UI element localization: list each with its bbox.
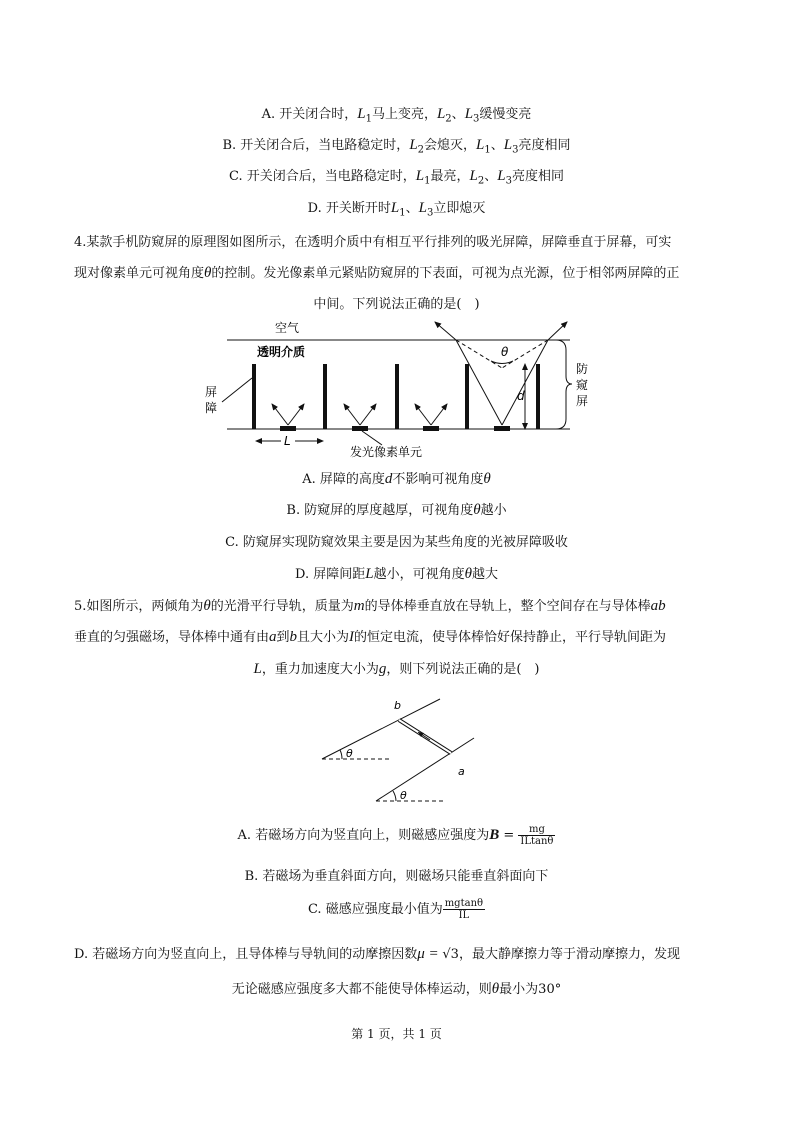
label-b: b (394, 699, 401, 712)
q4-stem-line-2: 现对像素单元可视角度θ的控制。发光像素单元紧贴防窥屏的下表面，可视为点光源，位于相邻两屏障的正 (74, 265, 680, 281)
q5-option-a: A. 若磁场方向为竖直向上，则磁感应强度为B = $\frac{mg}{ILtan\theta}$ (237, 824, 554, 847)
label-air: 空气 (275, 321, 300, 335)
q5-stem-line-1: 5.如图所示，两倾角为θ的光滑平行导轨，质量为m的导体棒垂直放在导轨上，整个空间存在与导体棒ab (74, 598, 666, 614)
label-screen-2: 窥 (576, 378, 589, 392)
label-screen-3: 屏 (576, 394, 589, 408)
q5-option-d-line-2: 无论磁感应强度多大都不能使导体棒运动，则θ最小为30° (231, 981, 562, 997)
barrier (252, 364, 256, 429)
q5-inclined-rails-diagram (318, 693, 478, 808)
label-barrier-2: 障 (205, 401, 218, 415)
upper-rail (322, 699, 440, 759)
label-screen-1: 防 (576, 362, 589, 376)
q3-option-c: C. 开关闭合后，当电路稳定时，$L_1$最亮，$L_2$、$L_3$亮度相同 (229, 168, 564, 187)
pixel (352, 426, 368, 431)
q3-option-a: A. 开关闭合时，$L_1$马上变亮，$L_2$、$L_3$缓慢变亮 (261, 106, 532, 125)
label-theta-lower: θ (400, 789, 407, 802)
label-theta-upper: θ (346, 747, 353, 760)
fraction: $\frac{mgtan\theta}{IL}$ (444, 898, 484, 921)
q5-stem-line-2: 垂直的匀强磁场，导体棒中通有由a到b且大小为I的恒定电流，使导体棒恰好保持静止，平行导轨间距为 (74, 629, 667, 645)
barrier (465, 364, 469, 429)
label-d: d (517, 389, 525, 403)
q5-option-c: C. 磁感应强度最小值为 $\frac{mgtan\theta}{IL}$ (307, 898, 484, 921)
pixel (423, 426, 439, 431)
q4-option-a: A. 屏障的高度d不影响可视角度θ (302, 471, 491, 487)
barrier (395, 364, 399, 429)
q5-option-b: B. 若磁场为垂直斜面方向，则磁场只能垂直斜面向下 (244, 869, 549, 884)
pixel (280, 426, 296, 431)
q4-option-b: B. 防窥屏的厚度越厚，可视角度θ越小 (286, 502, 507, 518)
barrier (323, 364, 327, 429)
q4-option-d: D. 屏障间距L越小，可视角度θ越大 (295, 566, 498, 582)
label-theta: θ (501, 345, 509, 359)
q3-option-d: D. 开关断开时$L_1$、$L_3$立即熄灭 (307, 200, 486, 219)
q4-privacy-screen-diagram (195, 318, 600, 463)
label-barrier-1: 屏 (205, 385, 218, 399)
pixel (494, 426, 510, 431)
q5-option-d-line-1: D. 若磁场方向为竖直向上，且导体棒与导轨间的动摩擦因数μ = √3，最大静摩擦力等于滑动摩擦力，发现 (74, 946, 680, 962)
q4-option-c: C. 防窥屏实现防窥效果主要是因为某些角度的光被屏障吸收 (225, 535, 568, 550)
label-medium: 透明介质 (257, 345, 306, 359)
q4-stem-line-3: 中间。下列说法正确的是( ) (313, 297, 480, 312)
page-footer: 第 1 页，共 1 页 (351, 1027, 442, 1041)
label-L: L (284, 434, 291, 448)
q5-stem-line-3: L，重力加速度大小为g，则下列说法正确的是( ) (253, 661, 540, 677)
q3-option-b: B. 开关闭合后，当电路稳定时，$L_2$会熄灭，$L_1$、$L_3$亮度相同 (222, 137, 571, 156)
q4-stem-line-1: 4.某款手机防窥屏的原理图如图所示，在透明介质中有相互平行排列的吸光屏障，屏障垂直于屏幕，可实 (74, 235, 672, 250)
label-pixel: 发光像素单元 (350, 445, 423, 459)
fraction: $\frac{mg}{ILtan\theta}$ (520, 824, 554, 847)
label-a: a (458, 765, 465, 778)
barrier (536, 364, 540, 429)
